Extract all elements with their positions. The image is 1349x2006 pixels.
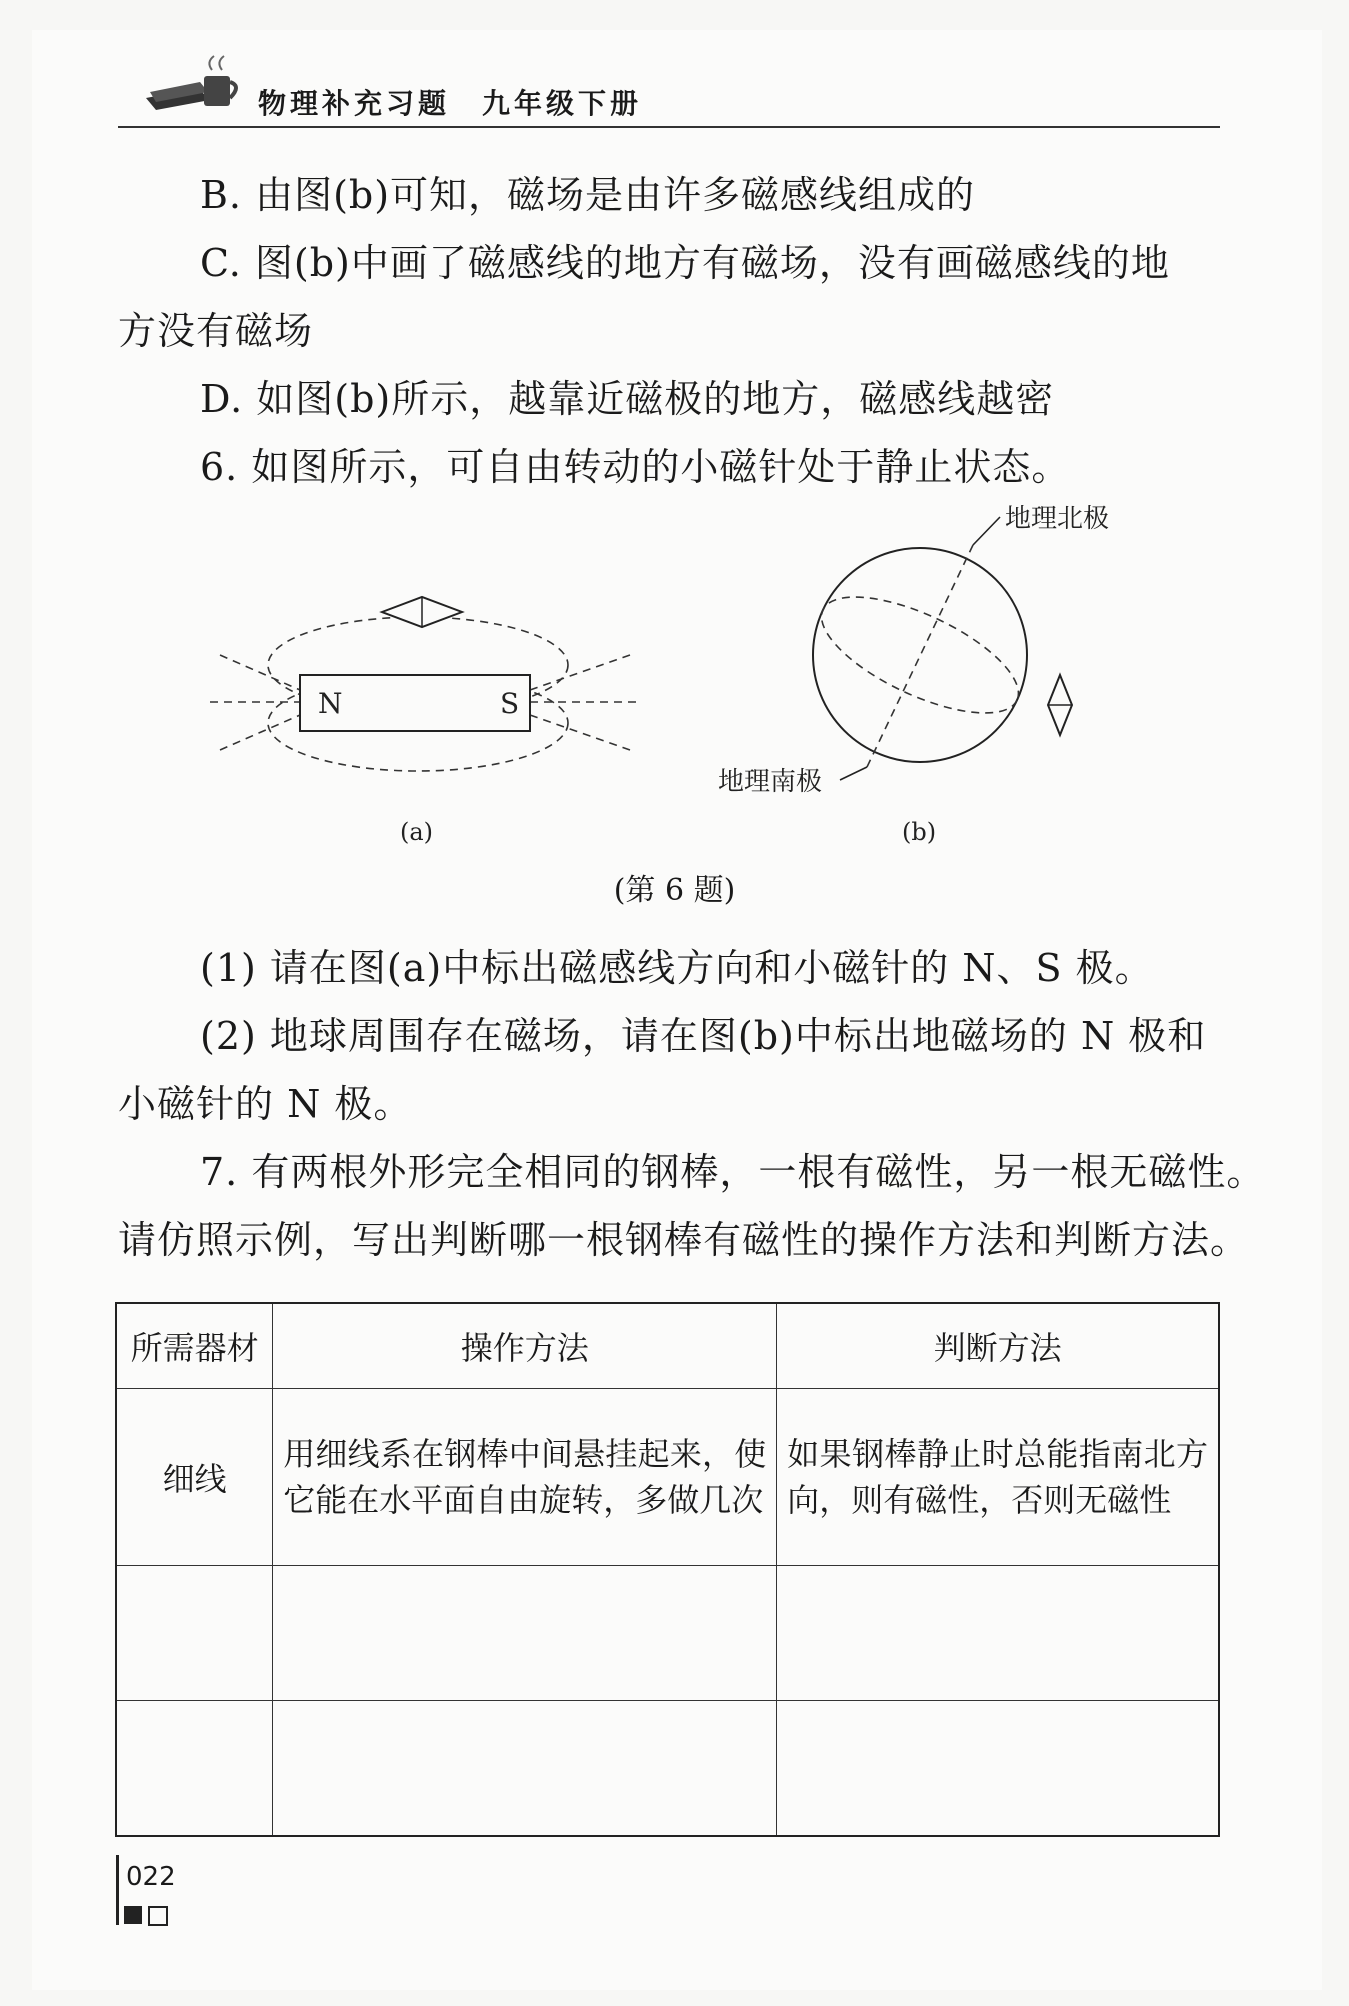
- magnet-n-label: N: [318, 687, 343, 720]
- filled-square-icon: [124, 1906, 142, 1924]
- example-operation: 用细线系在钢棒中间悬挂起来，使它能在水平面自由旋转，多做几次: [283, 1435, 767, 1519]
- figure-b: [806, 517, 1072, 780]
- blank-operation-cell[interactable]: [273, 1566, 777, 1701]
- example-judgment: 如果钢棒静止时总能指南北方向，则有磁性，否则无磁性: [787, 1435, 1208, 1519]
- geo-north-label: 地理北极: [1005, 505, 1110, 534]
- header-operation: 操作方法: [273, 1303, 777, 1389]
- question-7-line2: 请仿照示例，写出判断哪一根钢棒有磁性的操作方法和判断方法。: [118, 1218, 1250, 1262]
- blank-material-cell[interactable]: [116, 1701, 273, 1837]
- label-b: (b): [902, 818, 937, 846]
- magnet-s-label: S: [500, 687, 520, 720]
- question-6-2-line1: (2) 地球周围存在磁场，请在图(b)中标出地磁场的 N 极和: [200, 1014, 1207, 1058]
- question-7-line1: 7. 有两根外形完全相同的钢棒，一根有磁性，另一根无磁性。: [200, 1150, 1266, 1194]
- blank-judgment-cell[interactable]: [777, 1566, 1219, 1701]
- footer-divider: [116, 1855, 119, 1925]
- page-header: [118, 60, 1220, 128]
- question-6: 6. 如图所示，可自由转动的小磁针处于静止状态。: [200, 445, 1071, 489]
- table-header-row: [116, 1303, 1219, 1389]
- header-material: 所需器材: [116, 1303, 273, 1389]
- table-row-blank: [116, 1701, 1219, 1837]
- table-row-example: [116, 1389, 1219, 1566]
- blank-operation-cell[interactable]: [273, 1701, 777, 1837]
- empty-square-icon: [148, 1906, 168, 1926]
- blank-judgment-cell[interactable]: [777, 1701, 1219, 1837]
- option-c-line2: 方没有磁场: [118, 309, 314, 353]
- example-material: 细线: [116, 1389, 273, 1566]
- answer-table: [115, 1302, 1220, 1837]
- geo-south-label: 地理南极: [718, 767, 823, 797]
- blank-material-cell[interactable]: [116, 1566, 273, 1701]
- question-6-figure: [190, 505, 1150, 865]
- figure-caption: (第 6 题): [613, 873, 736, 908]
- question-6-2-line2: 小磁针的 N 极。: [118, 1082, 413, 1126]
- table-row-blank: [116, 1566, 1219, 1701]
- option-d: D. 如图(b)所示，越靠近磁极的地方，磁感线越密: [200, 377, 1055, 421]
- example-judgment-cell: [777, 1389, 1219, 1566]
- example-operation-cell: [273, 1389, 777, 1566]
- page-number: 022: [126, 1862, 176, 1892]
- option-b: B. 由图(b)可知，磁场是由许多磁感线组成的: [200, 173, 976, 217]
- header-judgment: 判断方法: [777, 1303, 1219, 1389]
- header-title: 物理补充习题 九年级下册: [258, 87, 643, 120]
- question-6-1: (1) 请在图(a)中标出磁感线方向和小磁针的 N、S 极。: [200, 946, 1154, 990]
- option-c-line1: C. 图(b)中画了磁感线的地方有磁场，没有画磁感线的地: [200, 241, 1170, 285]
- books-and-cup-icon: [138, 48, 248, 118]
- label-a: (a): [400, 818, 434, 846]
